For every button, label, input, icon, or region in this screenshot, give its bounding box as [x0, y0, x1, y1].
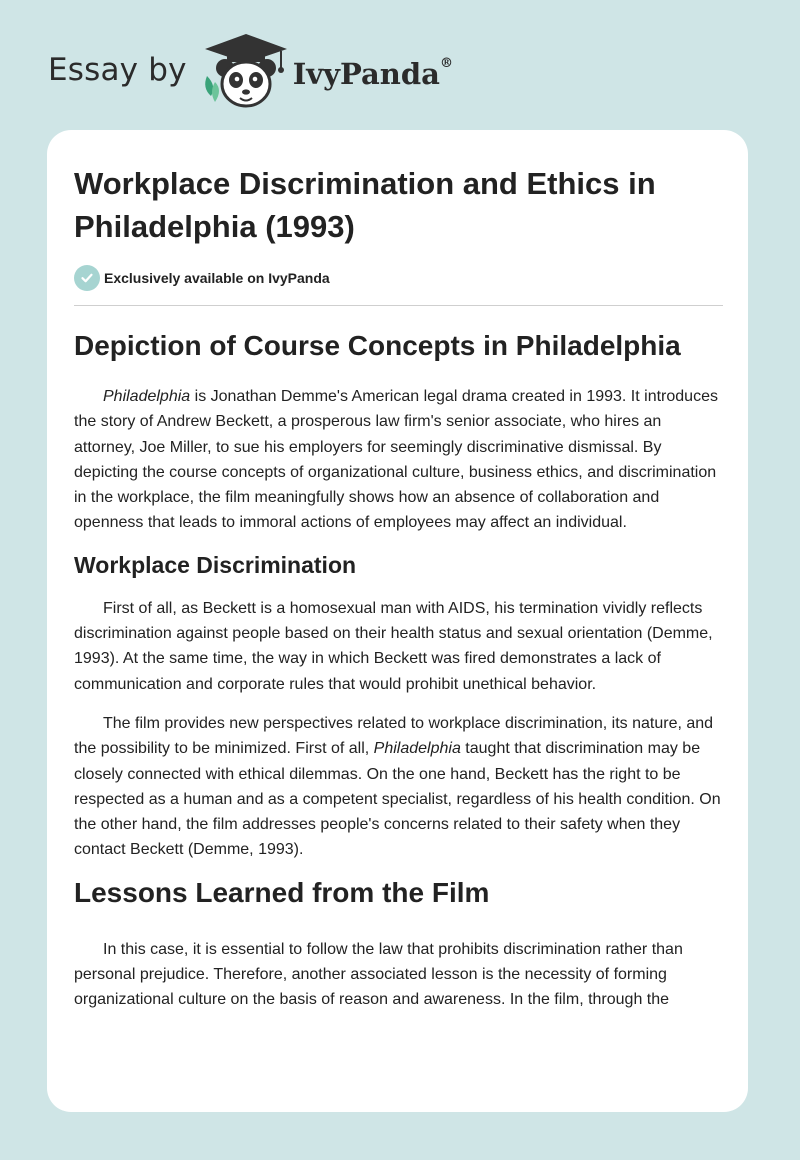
essay-card — [47, 130, 748, 1112]
paragraph: First of all, as Beckett is a homosexual man with AIDS, his termination vividly reflects discrimination against people based on their health status and sexual orientation (Demme, 1993). At the same time, the way in which Beckett was fired demonstrates a lack of communication and corporate rules that would prohibit unethical behavior. — [74, 599, 713, 693]
paragraph: The film provides new perspectives related to workplace discrimination, its nature, and the possibility to be minimized. First of all, Philadelphia taught that discrimination may be closely connected with ethical dilemmas. On the one hand, Beckett has the right to be respected as a human and as a competent specialist, regardless of his health condition. On the other hand, the film addresses people's concerns related to their safety when they contact Beckett (Demme, 1993). — [74, 714, 721, 859]
brand-prefix: Essay by — [48, 52, 187, 88]
essay-content — [74, 162, 723, 1013]
divider — [74, 305, 723, 306]
section-heading: Depiction of Course Concepts in Philadelphia — [74, 330, 681, 361]
site-header — [48, 34, 453, 114]
page-title: Workplace Discrimination and Ethics in Philadelphia (1993) — [74, 166, 656, 244]
film-title: Philadelphia — [103, 388, 191, 405]
panda-graduate-icon[interactable] — [201, 32, 291, 117]
paragraph: In this case, it is essential to follow the law that prohibits discrimination rather than personal prejudice. Therefore, another associated lesson is the necessity of forming organizational culture on the basis of reason and awareness. In the film, through the — [74, 940, 683, 1009]
section-heading: Lessons Learned from the Film — [74, 876, 490, 908]
check-icon — [74, 265, 100, 291]
badge-text: Exclusively available on IvyPanda — [104, 270, 330, 286]
subsection-heading: Workplace Discrimination — [74, 551, 357, 578]
brand-name[interactable]: IvyPanda® — [292, 56, 453, 91]
paragraph: Philadelphia is Jonathan Demme's American legal drama created in 1993. It introduces the story of Andrew Beckett, a prosperous law firm's senior associate, who hires an attorney, Joe Miller, to sue his employers for seemingly discriminative dismissal. By depicting the course concepts of organizational culture, business ethics, and discrimination in the workplace, the film meaningfully shows how an absence of collaboration and openness that leads to immoral actions of employees may affect an individual. — [74, 388, 718, 532]
exclusive-badge — [74, 265, 723, 291]
film-title: Philadelphia — [373, 740, 461, 758]
registered-mark: ® — [439, 56, 453, 72]
